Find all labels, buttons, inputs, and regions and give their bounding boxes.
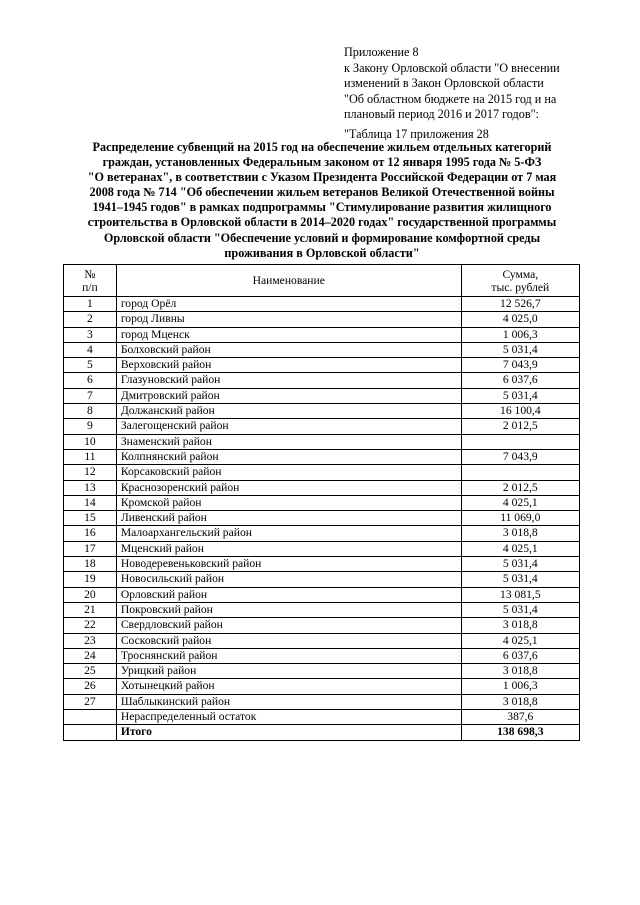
appendix-line: Приложение 8 [344, 45, 419, 59]
table-header-row [64, 265, 580, 297]
table-row [64, 495, 580, 510]
row-sum: 7 043,9 [461, 358, 579, 373]
row-sum: 2 012,5 [461, 480, 579, 495]
table-row [64, 358, 580, 373]
header-sum [461, 265, 579, 297]
row-number: 15 [64, 511, 117, 526]
row-name: Краснозоренский район [116, 480, 461, 495]
row-sum [461, 465, 579, 480]
row-sum: 5 031,4 [461, 388, 579, 403]
table-row [64, 572, 580, 587]
row-sum: 5 031,4 [461, 572, 579, 587]
row-name: Шаблыкинский район [116, 694, 461, 709]
row-name: Ливенский район [116, 511, 461, 526]
row-sum: 13 081,5 [461, 587, 579, 602]
header-sum-line1: Сумма, [502, 267, 539, 281]
header-name: Наименование [116, 265, 461, 297]
row-name: Глазуновский район [116, 373, 461, 388]
row-sum: 11 069,0 [461, 511, 579, 526]
table-row [64, 602, 580, 617]
document-title [64, 140, 580, 261]
row-number: 3 [64, 327, 117, 342]
row-name: Покровский район [116, 602, 461, 617]
row-sum: 7 043,9 [461, 449, 579, 464]
row-name: Должанский район [116, 404, 461, 419]
header-sum-line2: тыс. рублей [491, 280, 550, 294]
row-number: 12 [64, 465, 117, 480]
table-row [64, 388, 580, 403]
row-name: Колпнянский район [116, 449, 461, 464]
table-row [64, 526, 580, 541]
row-number: 10 [64, 434, 117, 449]
table-row [64, 679, 580, 694]
table-body [64, 297, 580, 725]
row-number: 6 [64, 373, 117, 388]
title-line: Распределение субвенций на 2015 год на обеспечение жильем отдельных категорий [92, 140, 552, 154]
row-name: Малоархангельский район [116, 526, 461, 541]
row-name: Урицкий район [116, 664, 461, 679]
row-sum: 4 025,1 [461, 495, 579, 510]
row-name: город Ливны [116, 312, 461, 327]
total-sum: 138 698,3 [461, 725, 579, 740]
row-number: 16 [64, 526, 117, 541]
table-row [64, 633, 580, 648]
row-number: 2 [64, 312, 117, 327]
table-row [64, 587, 580, 602]
table-row [64, 297, 580, 312]
row-name: Верховский район [116, 358, 461, 373]
row-name: город Мценск [116, 327, 461, 342]
row-sum: 3 018,8 [461, 618, 579, 633]
row-number: 26 [64, 679, 117, 694]
row-sum: 1 006,3 [461, 679, 579, 694]
row-name: Кромской район [116, 495, 461, 510]
row-sum: 4 025,1 [461, 541, 579, 556]
title-line: граждан, установленных Федеральным законом от 12 января 1995 года № 5-ФЗ [102, 155, 542, 170]
title-line: проживания в Орловской области" [224, 245, 420, 260]
title-line: строительства в Орловской области в 2014–2020 годах" государственной программы [87, 215, 557, 230]
row-sum: 387,6 [461, 710, 579, 725]
row-name: Знаменский район [116, 434, 461, 449]
row-sum: 3 018,8 [461, 664, 579, 679]
title-line: "О ветеранах", в соответствии с Указом Президента Российской Федерации от 7 мая [87, 170, 557, 185]
table-row [64, 312, 580, 327]
row-number: 19 [64, 572, 117, 587]
table-row [64, 342, 580, 357]
row-name: Болховский район [116, 342, 461, 357]
row-name: Корсаковский район [116, 465, 461, 480]
table-row [64, 694, 580, 709]
row-number: 11 [64, 449, 117, 464]
table-row [64, 480, 580, 495]
total-row [64, 725, 580, 740]
row-sum: 2 012,5 [461, 419, 579, 434]
row-name: Мценский район [116, 541, 461, 556]
row-name: Троснянский район [116, 648, 461, 663]
row-name: Дмитровский район [116, 388, 461, 403]
row-number: 1 [64, 297, 117, 312]
row-name: Орловский район [116, 587, 461, 602]
row-number: 5 [64, 358, 117, 373]
row-sum: 16 100,4 [461, 404, 579, 419]
table-row [64, 511, 580, 526]
row-name: Хотынецкий район [116, 679, 461, 694]
row-name: Свердловский район [116, 618, 461, 633]
row-number: 25 [64, 664, 117, 679]
row-sum: 1 006,3 [461, 327, 579, 342]
row-sum: 6 037,6 [461, 648, 579, 663]
table-row [64, 434, 580, 449]
table-row [64, 449, 580, 464]
table-row [64, 557, 580, 572]
row-sum: 3 018,8 [461, 526, 579, 541]
row-name: Залегощенский район [116, 419, 461, 434]
row-sum: 4 025,1 [461, 633, 579, 648]
row-name: Новодеревеньковский район [116, 557, 461, 572]
row-number: 7 [64, 388, 117, 403]
appendix-line: изменений в Закон Орловской области [344, 76, 544, 90]
appendix-line: "Об областном бюджете на 2015 год и на [344, 91, 557, 106]
row-sum: 5 031,4 [461, 602, 579, 617]
row-sum: 5 031,4 [461, 342, 579, 357]
appendix-line: плановый период 2016 и 2017 годов": [344, 107, 539, 121]
row-number: 4 [64, 342, 117, 357]
row-number: 17 [64, 541, 117, 556]
table-row [64, 664, 580, 679]
subsidy-table [63, 264, 580, 741]
row-number: 14 [64, 495, 117, 510]
appendix-heading [344, 45, 580, 123]
header-number-line1: № [84, 267, 96, 281]
row-number: 21 [64, 602, 117, 617]
row-number: 22 [64, 618, 117, 633]
row-number: 8 [64, 404, 117, 419]
header-number-line2: п/п [82, 280, 98, 294]
row-sum: 5 031,4 [461, 557, 579, 572]
row-number: 20 [64, 587, 117, 602]
row-number: 24 [64, 648, 117, 663]
title-line: 2008 года № 714 "Об обеспечении жильем ветеранов Великой Отечественной войны [89, 185, 555, 200]
table-row [64, 648, 580, 663]
row-number: 13 [64, 480, 117, 495]
header-number [64, 265, 117, 297]
row-name: Сосковский район [116, 633, 461, 648]
row-number: 27 [64, 694, 117, 709]
table-reference: "Таблица 17 приложения 28 [344, 127, 489, 141]
row-number: 9 [64, 419, 117, 434]
title-line: 1941–1945 годов" в рамках подпрограммы "Стимулирование развития жилищного [92, 200, 552, 215]
table-row [64, 710, 580, 725]
row-name: Нераспределенный остаток [116, 710, 461, 725]
row-sum [461, 434, 579, 449]
row-number [64, 710, 117, 725]
row-number: 18 [64, 557, 117, 572]
table-row [64, 618, 580, 633]
appendix-line: к Закону Орловской области "О внесении [344, 60, 560, 75]
total-number-cell [64, 725, 117, 740]
total-label: Итого [116, 725, 461, 740]
row-name: Новосильский район [116, 572, 461, 587]
row-number: 23 [64, 633, 117, 648]
title-line: Орловской области "Обеспечение условий и формирование комфортной среды [103, 230, 541, 245]
table-row [64, 373, 580, 388]
row-sum: 12 526,7 [461, 297, 579, 312]
table-row [64, 541, 580, 556]
row-sum: 4 025,0 [461, 312, 579, 327]
row-name: город Орёл [116, 297, 461, 312]
row-sum: 3 018,8 [461, 694, 579, 709]
row-sum: 6 037,6 [461, 373, 579, 388]
table-row [64, 404, 580, 419]
table-row [64, 327, 580, 342]
table-row [64, 419, 580, 434]
table-row [64, 465, 580, 480]
